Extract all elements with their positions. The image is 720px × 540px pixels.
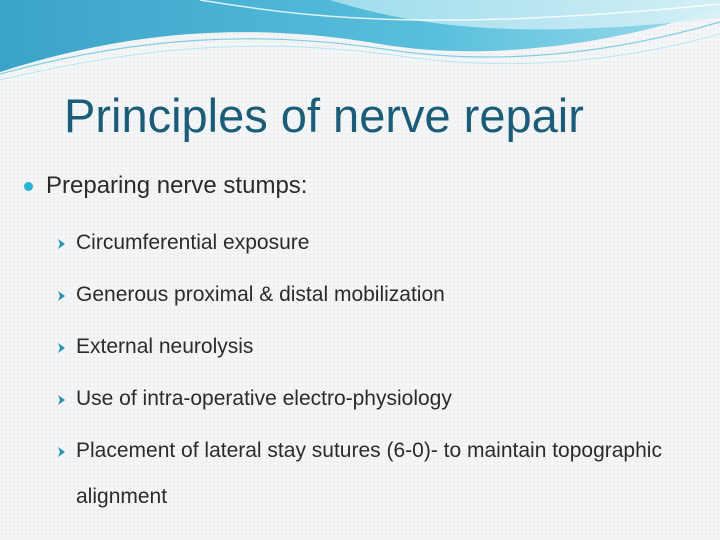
- arrowhead-icon: [57, 394, 67, 406]
- sub-bullet-item: [0, 376, 676, 422]
- sub-bullet-text: External neurolysis: [76, 335, 254, 358]
- sub-bullet-text: Use of intra-operative electro-physiology: [76, 387, 452, 410]
- sub-bullet-text: Generous proximal & distal mobilization: [76, 283, 445, 306]
- sub-bullet-list: [0, 220, 720, 526]
- sub-bullet-item: [0, 324, 676, 370]
- sub-bullet-item: [0, 428, 676, 520]
- bullet-text: Preparing nerve stumps:: [46, 172, 308, 199]
- sub-bullet-text: Placement of lateral stay sutures (6-0)- to maintain topographic alignment: [76, 439, 662, 508]
- slide-title: Principles of nerve repair: [64, 89, 584, 142]
- bullet-dot-icon: [24, 182, 33, 191]
- arrowhead-icon: [57, 342, 67, 354]
- arrowhead-icon: [57, 290, 67, 302]
- wave-header-decoration: [0, 0, 720, 90]
- bullet-item: [24, 166, 307, 206]
- sub-bullet-text: Circumferential exposure: [76, 231, 310, 254]
- sub-bullet-item: [0, 220, 676, 266]
- arrowhead-icon: [57, 446, 67, 458]
- arrowhead-icon: [57, 238, 67, 250]
- sub-bullet-item: [0, 272, 676, 318]
